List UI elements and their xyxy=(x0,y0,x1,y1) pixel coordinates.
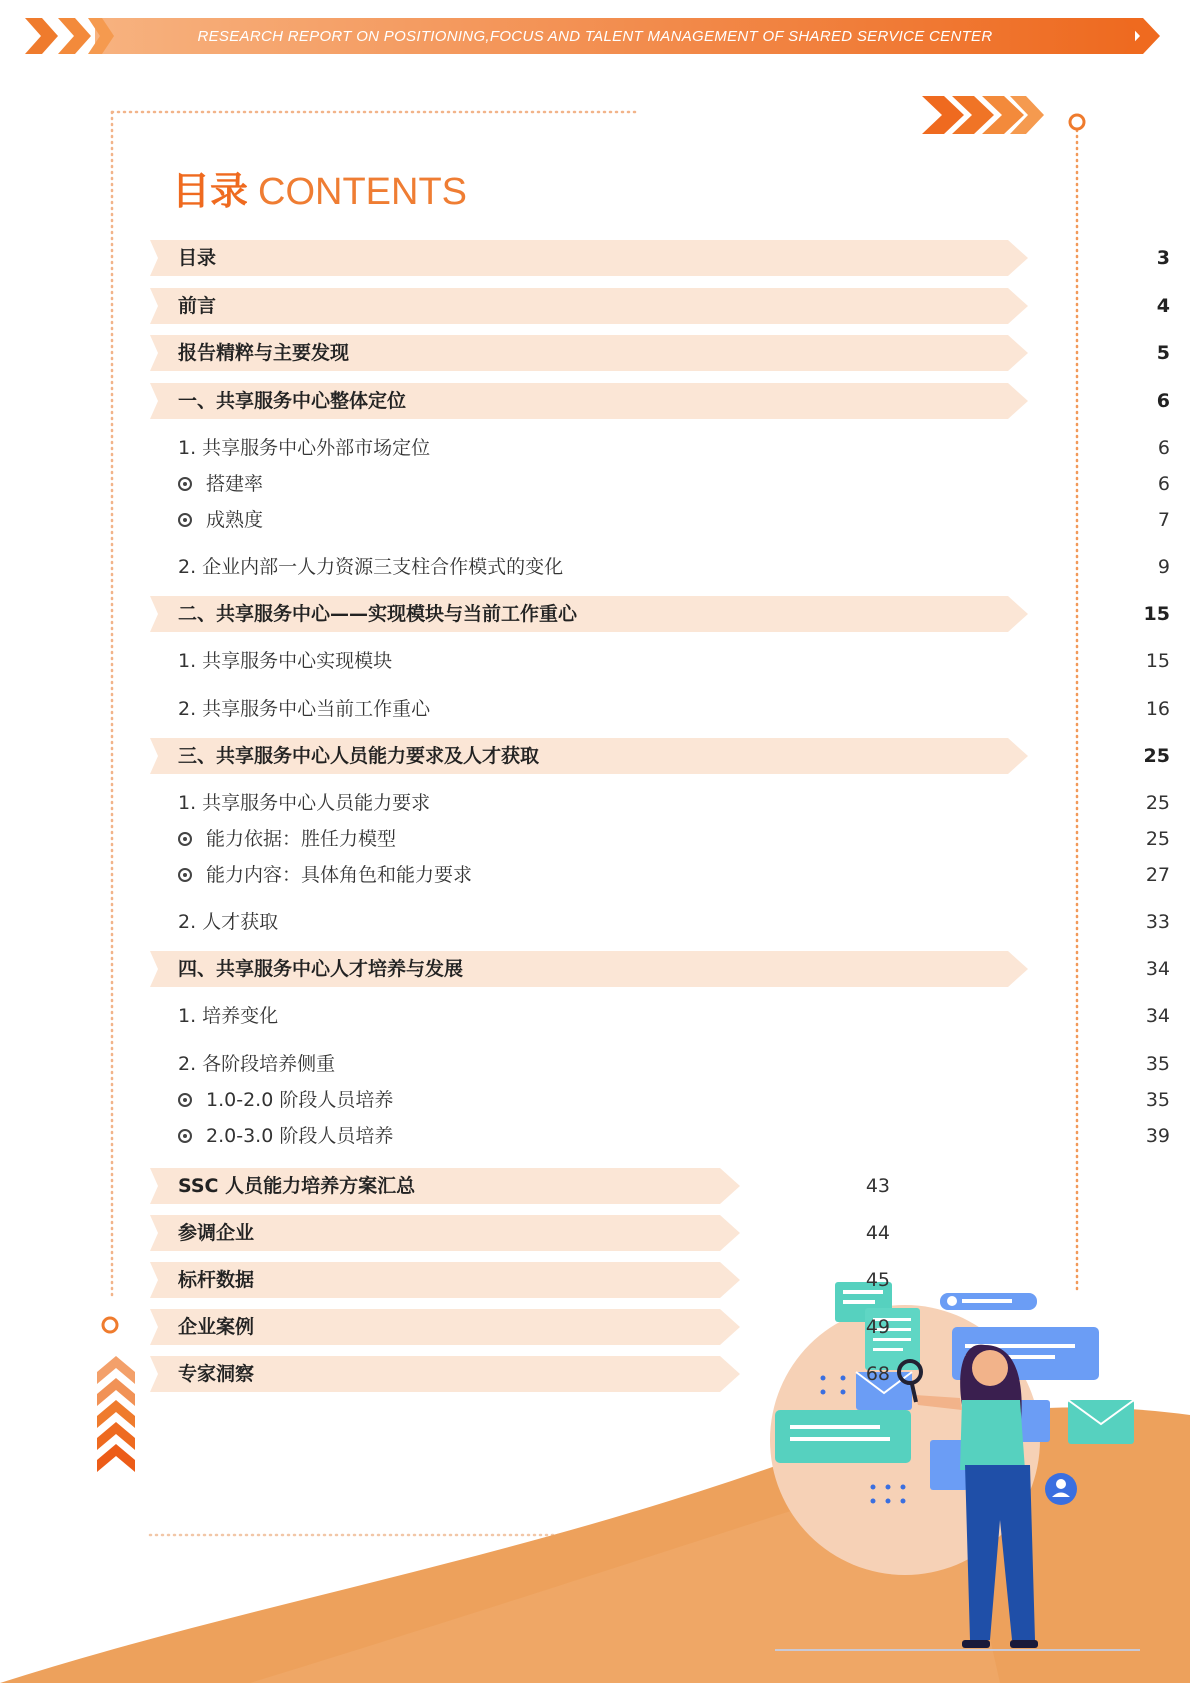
toc-entry-page: 39 xyxy=(1145,1125,1170,1147)
toc-entry-label: 1. 共享服务中心实现模块 xyxy=(178,650,393,672)
toc-entry-label: 参调企业 xyxy=(178,1222,255,1244)
toc-entry-page: 49 xyxy=(865,1316,890,1338)
toc-entry-label: 成熟度 xyxy=(206,509,264,531)
toc-entry-page: 45 xyxy=(865,1269,890,1291)
toc-band xyxy=(150,288,1030,324)
toc-entry-label: 2.0-3.0 阶段人员培养 xyxy=(206,1125,394,1147)
toc-entry-label: 三、共享服务中心人员能力要求及人才获取 xyxy=(178,745,540,767)
toc-band xyxy=(150,240,1030,276)
toc-entry-page: 25 xyxy=(1145,792,1170,814)
bullet-icon xyxy=(178,868,192,882)
toc-entry-page: 6 xyxy=(1157,437,1170,459)
toc-entry-page: 7 xyxy=(1157,509,1170,531)
toc-entry-label: 搭建率 xyxy=(206,473,264,495)
toc-entry-page: 3 xyxy=(1156,247,1170,269)
bullet-icon xyxy=(178,513,192,527)
toc-entry-label: SSC 人员能力培养方案汇总 xyxy=(178,1175,416,1197)
toc-entry-label: 企业案例 xyxy=(178,1316,255,1338)
toc-entry-label: 二、共享服务中心——实现模块与当前工作重心 xyxy=(178,603,578,625)
toc-entry-page: 6 xyxy=(1157,473,1170,495)
toc-entry-label: 1.0-2.0 阶段人员培养 xyxy=(206,1089,394,1111)
toc-entry-page: 15 xyxy=(1143,603,1170,625)
toc-entry-label: 标杆数据 xyxy=(178,1269,255,1291)
toc-entry-page: 25 xyxy=(1145,828,1170,850)
toc-entry-page: 68 xyxy=(865,1363,890,1385)
page-title-en: CONTENTS xyxy=(258,171,468,213)
toc-entry-label: 1. 共享服务中心外部市场定位 xyxy=(178,437,431,459)
toc-entry-page: 43 xyxy=(865,1175,890,1197)
toc-entry-page: 25 xyxy=(1143,745,1170,767)
toc-entry-page: 6 xyxy=(1156,390,1170,412)
toc-entry-label: 能力内容：具体角色和能力要求 xyxy=(206,864,473,886)
toc-entry-page: 4 xyxy=(1156,295,1170,317)
toc-entry-label: 2. 人才获取 xyxy=(178,911,279,933)
toc-entry-label: 前言 xyxy=(178,295,217,317)
toc-entry-page: 34 xyxy=(1145,958,1170,980)
bullet-icon xyxy=(178,477,192,491)
toc-entry-page: 44 xyxy=(865,1222,890,1244)
header-title: RESEARCH REPORT ON POSITIONING,FOCUS AND TALENT MANAGEMENT OF SHARED SERVICE CENTER xyxy=(197,28,993,45)
toc-entry-page: 16 xyxy=(1145,698,1170,720)
toc-entry-label: 2. 各阶段培养侧重 xyxy=(178,1053,336,1075)
toc-entry-page: 15 xyxy=(1145,650,1170,672)
bullet-icon xyxy=(178,1129,192,1143)
toc-entry-page: 35 xyxy=(1145,1089,1170,1111)
toc-entry-label: 2. 共享服务中心当前工作重心 xyxy=(178,698,431,720)
page-title-zh: 目录 xyxy=(172,169,249,213)
toc-entry-label: 1. 共享服务中心人员能力要求 xyxy=(178,792,431,814)
toc-entry-page: 9 xyxy=(1157,556,1170,578)
toc-entry-page: 33 xyxy=(1145,911,1170,933)
toc-entry-label: 报告精粹与主要发现 xyxy=(178,342,350,364)
toc-entry-page: 27 xyxy=(1145,864,1170,886)
toc-entry-label: 能力依据：胜任力模型 xyxy=(206,828,397,850)
toc-entry-label: 一、共享服务中心整体定位 xyxy=(178,390,407,412)
toc-entry-page: 34 xyxy=(1145,1005,1170,1027)
toc-entry-label: 2. 企业内部一人力资源三支柱合作模式的变化 xyxy=(178,556,564,578)
bullet-icon xyxy=(178,832,192,846)
toc-entry-label: 1. 培养变化 xyxy=(178,1005,279,1027)
bullet-icon xyxy=(178,1093,192,1107)
toc-entry-label: 四、共享服务中心人才培养与发展 xyxy=(178,958,464,980)
toc-entry-label: 目录 xyxy=(178,247,217,269)
toc-entry-label: 专家洞察 xyxy=(178,1363,255,1385)
toc-entry-page: 5 xyxy=(1156,342,1170,364)
toc-entry-page: 35 xyxy=(1145,1053,1170,1075)
